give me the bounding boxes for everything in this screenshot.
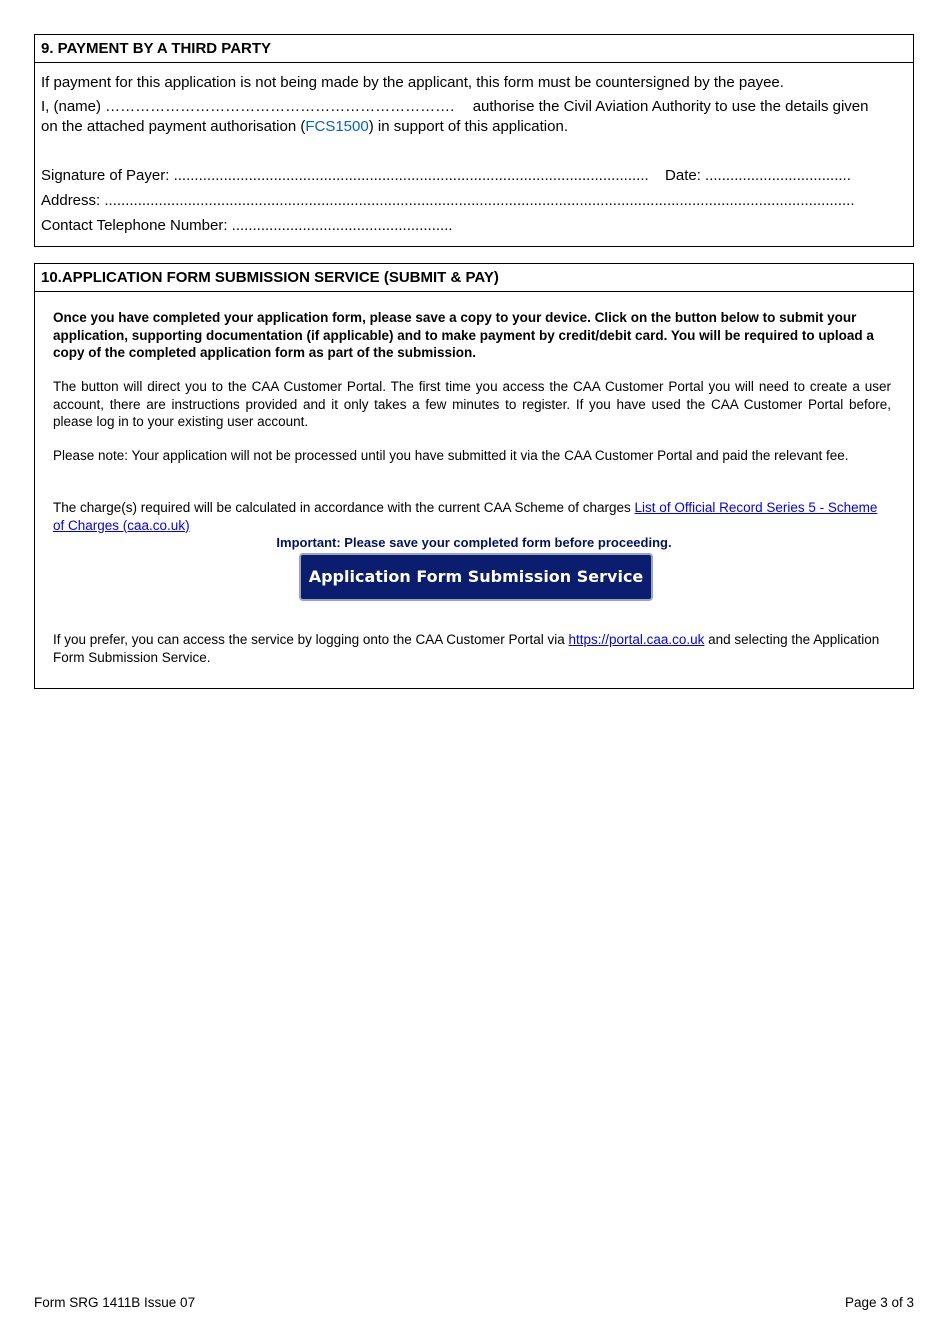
application-form-submission-button[interactable]: Application Form Submission Service	[299, 553, 653, 601]
scheme-of-charges-link[interactable]: List of Official Record Series 5 - Scheme of Charges (caa.co.uk)	[53, 500, 878, 533]
name-field-label[interactable]: I, (name) …………………………………………………………….	[41, 98, 455, 115]
section-9-title: 9. PAYMENT BY A THIRD PARTY	[35, 35, 913, 63]
signature-row	[41, 167, 907, 184]
address-field[interactable]: Address: ....................................................................................................................................................................................	[41, 192, 855, 209]
date-field[interactable]: Date: ...................................	[665, 167, 851, 184]
prefer-paragraph	[53, 631, 891, 666]
section-9-payment-third-party	[34, 34, 914, 247]
contact-telephone-field[interactable]: Contact Telephone Number: .....................................................	[41, 217, 453, 234]
charges-text: The charge(s) required will be calculated in accordance with the current CAA Scheme of charges	[53, 500, 635, 515]
prefer-suffix-text: and selecting the Application Form Submission Service.	[53, 632, 880, 665]
instructions-bold-paragraph: Once you have completed your application form, please save a copy to your device. Click on the button below to submit your application, supporting documentation (if applicable) and to make payment by credit/debit card. You will be required to upload a copy of the completed application form as part of the submission.	[53, 310, 874, 360]
portal-paragraph: The button will direct you to the CAA Customer Portal. The first time you access the CAA Customer Portal you will need to create a user account, there are instructions provided and it only takes a few minutes to register. If you have used the CAA Customer Portal before, please log in to your existing user account.	[53, 379, 891, 429]
prefer-text: If you prefer, you can access the service by logging onto the CAA Customer Portal via	[53, 632, 569, 647]
authorise-line-1	[41, 98, 907, 115]
signature-of-payer-field[interactable]: Signature of Payer: ..................................................................................................................	[41, 167, 649, 184]
portal-link[interactable]: https://portal.caa.co.uk	[568, 632, 705, 647]
form-identifier: Form SRG 1411B Issue 07	[34, 1295, 196, 1310]
section-10-submission-service	[34, 263, 914, 689]
section-10-title: 10.APPLICATION FORM SUBMISSION SERVICE (SUBMIT & PAY)	[35, 264, 913, 292]
authorise-text: authorise the Civil Aviation Authority to use the details given	[472, 98, 869, 115]
fcs1500-link[interactable]: FCS1500	[305, 118, 369, 135]
charges-paragraph	[53, 499, 891, 534]
note-paragraph: Please note: Your application will not be processed until you have submitted it via the CAA Customer Portal and paid the relevant fee.	[53, 448, 849, 463]
important-save-notice: Important: Please save your completed form before proceeding.	[276, 535, 672, 550]
authorise-line-2	[41, 118, 907, 135]
page-number: Page 3 of 3	[844, 1295, 914, 1310]
authorise-line-2-suffix: ) in support of this application.	[368, 118, 568, 135]
section-9-intro: If payment for this application is not being made by the applicant, this form must be countersigned by the payee.	[41, 74, 784, 91]
authorise-line-2-prefix: on the attached payment authorisation (	[41, 118, 306, 135]
